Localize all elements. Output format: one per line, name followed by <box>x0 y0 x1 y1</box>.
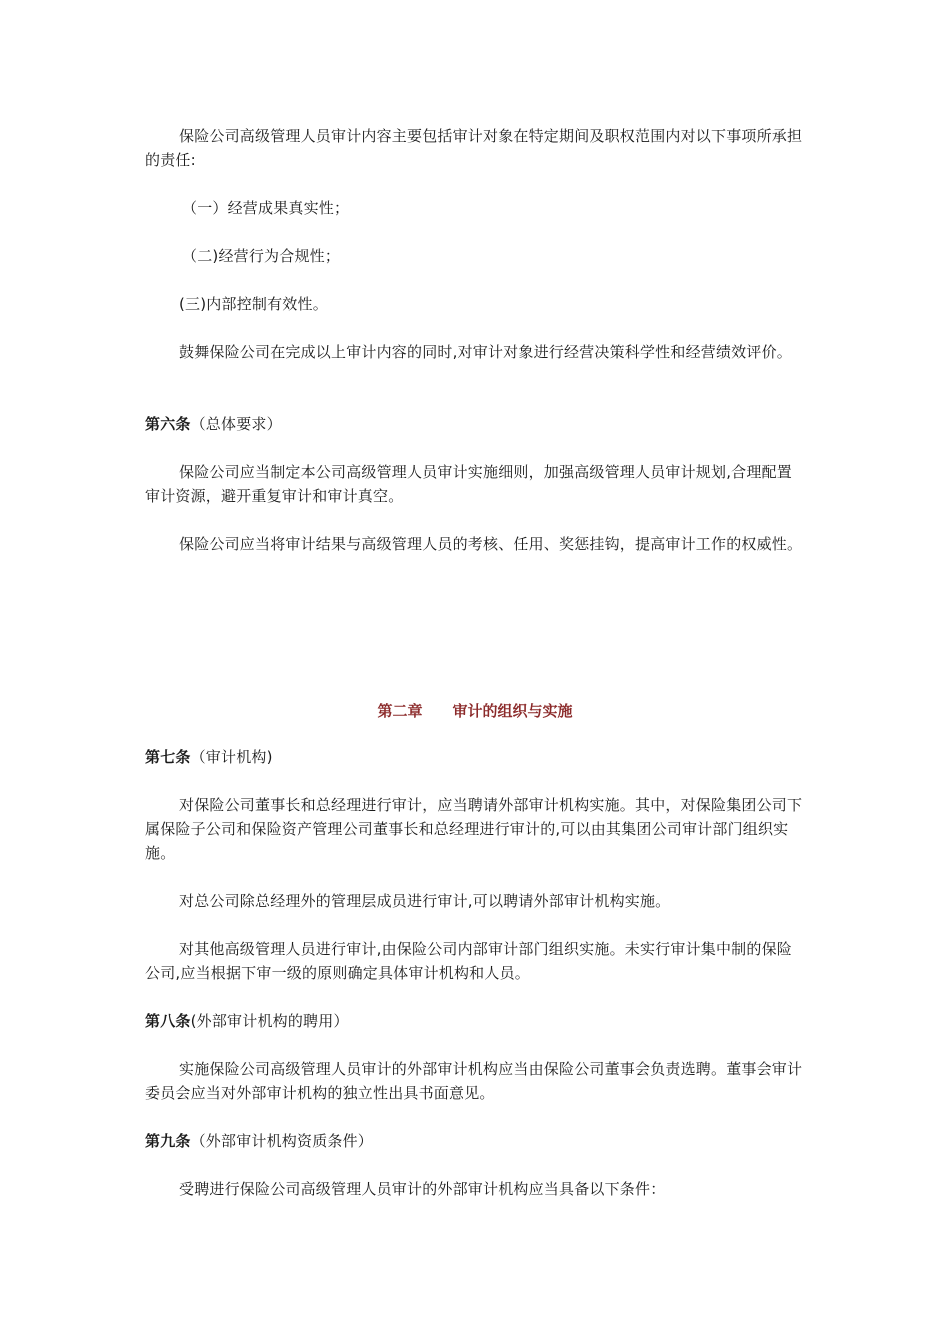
article-6-heading <box>145 412 805 436</box>
article-7-number: 第七条 <box>145 748 191 766</box>
list-item-1: （一）经营成果真实性； <box>182 199 350 217</box>
chapter-number: 第二章 <box>377 702 423 720</box>
article-9-subtitle: （外部审计机构资质条件） <box>190 1132 374 1150</box>
article-6-subtitle: （总体要求） <box>190 415 282 433</box>
article-8-subtitle: (外部审计机构的聘用） <box>190 1012 349 1030</box>
chapter-heading <box>0 699 950 723</box>
paragraph-audit-agency: 对保险公司董事长和总经理进行审计，应当聘请外部审计机构实施。其中，对保险集团公司下属保险子公司和保险资产管理公司董事长和总经理进行审计的,可以由其集团公司审计部门组织实施。 <box>145 796 803 862</box>
paragraph-audit-content: 保险公司高级管理人员审计内容主要包括审计对象在特定期间及职权范围内对以下事项所承担的责任: <box>145 127 803 169</box>
article-8-number: 第八条 <box>145 1012 191 1030</box>
article-7-heading <box>145 745 805 769</box>
paragraph-management-audit: 对总公司除总经理外的管理层成员进行审计,可以聘请外部审计机构实施。 <box>179 892 671 910</box>
list-item-2: （二)经营行为合规性； <box>182 247 341 265</box>
article-9-heading <box>145 1129 805 1153</box>
article-9-number: 第九条 <box>145 1132 191 1150</box>
list-item-3: (三)内部控制有效性。 <box>179 295 328 313</box>
article-7-subtitle: （审计机构) <box>190 748 273 766</box>
article-8-heading <box>145 1009 805 1033</box>
paragraph-encourage: 鼓舞保险公司在完成以上审计内容的同时,对审计对象进行经营决策科学性和经营绩效评价。 <box>179 343 792 361</box>
article-6-number: 第六条 <box>145 415 191 433</box>
paragraph-general-req-1: 保险公司应当制定本公司高级管理人员审计实施细则，加强高级管理人员审计规划,合理配置审计资源，避开重复审计和审计真空。 <box>145 463 792 505</box>
chapter-title: 审计的组织与实施 <box>452 702 573 720</box>
paragraph-qualification: 受聘进行保险公司高级管理人员审计的外部审计机构应当具备以下条件： <box>179 1180 666 1198</box>
paragraph-other-executives: 对其他高级管理人员进行审计,由保险公司内部审计部门组织实施。未实行审计集中制的保险公司,应当根据下审一级的原则确定具体审计机构和人员。 <box>145 940 792 982</box>
paragraph-general-req-2: 保险公司应当将审计结果与高级管理人员的考核、任用、奖惩挂钩，提高审计工作的权威性。 <box>179 535 803 553</box>
paragraph-external-hiring: 实施保险公司高级管理人员审计的外部审计机构应当由保险公司董事会负责选聘。董事会审计委员会应当对外部审计机构的独立性出具书面意见。 <box>145 1060 803 1102</box>
